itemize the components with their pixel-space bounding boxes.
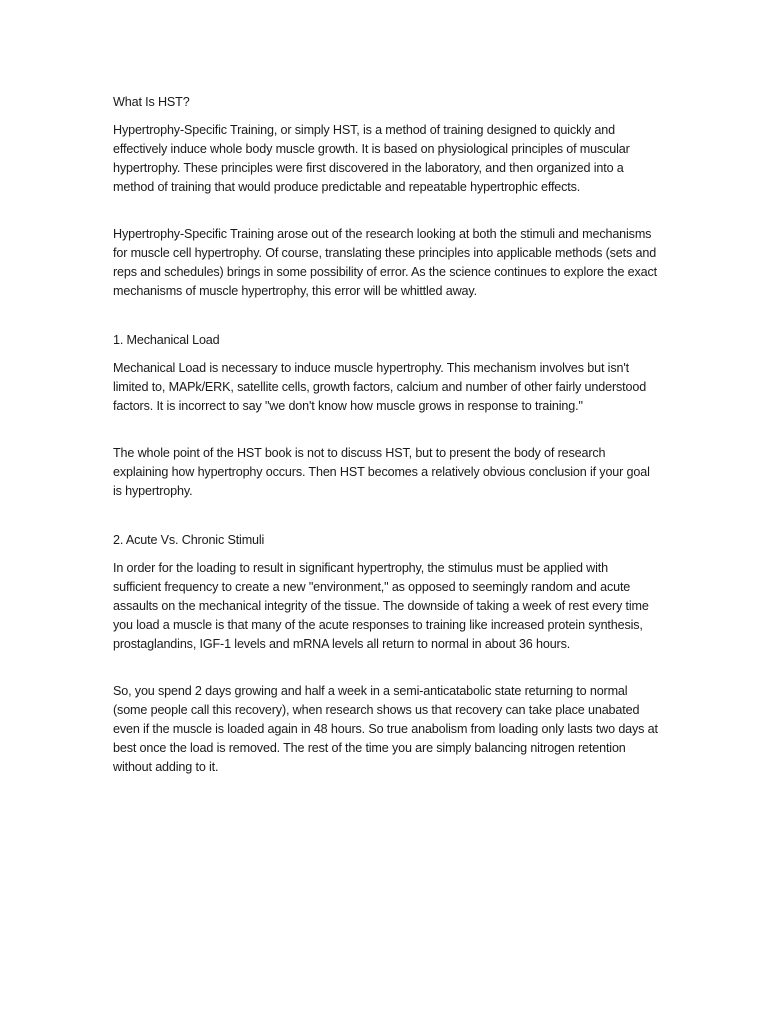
- section-2-paragraph-2: So, you spend 2 days growing and half a week in a semi-anticatabolic state returning to normal (some people call this recovery), when research shows us that recovery can take place unabated even if the muscle is loaded again in 48 hours. So true anabolism from loading only lasts two days at best once the load is removed. The rest of the time you are simply balancing nitrogen retention without adding to it.: [113, 684, 658, 774]
- intro-paragraph-1: Hypertrophy-Specific Training, or simply HST, is a method of training designed to quickly and effectively induce whole body muscle growth. It is based on physiological principles of muscular hypertrophy. These principles were first discovered in the laboratory, and then organized into a method of training that would produce predictable and repeatable hypertrophic effects.: [113, 123, 630, 194]
- intro-paragraph-2: Hypertrophy-Specific Training arose out of the research looking at both the stimuli and mechanisms for muscle cell hypertrophy. Of course, translating these principles into applicable methods (sets and reps and schedules) brings in some possibility of error. As the science continues to explore the exact mechanisms of muscle hypertrophy, this error will be whittled away.: [113, 227, 658, 298]
- document-title: What Is HST?: [113, 95, 190, 109]
- section-heading-mechanical-load: 1. Mechanical Load: [113, 333, 220, 347]
- section-2-paragraph-1: In order for the loading to result in significant hypertrophy, the stimulus must be applied with sufficient frequency to create a new "environment," as opposed to seemingly random and acute assaults on the mechanical integrity of the tissue. The downside of taking a week of rest every time you load a muscle is that many of the acute responses to training like increased protein synthesis, prostaglandins, IGF-1 levels and mRNA levels all return to normal in about 36 hours.: [113, 561, 649, 651]
- section-heading-acute-vs-chronic: 2. Acute Vs. Chronic Stimuli: [113, 533, 265, 547]
- section-1-paragraph-1: Mechanical Load is necessary to induce muscle hypertrophy. This mechanism involves but isn't limited to, MAPk/ERK, satellite cells, growth factors, calcium and number of other fairly understood factors. It is incorrect to say "we don't know how muscle grows in response to training.": [113, 361, 647, 413]
- document-body: [113, 93, 658, 786]
- section-1-paragraph-2: The whole point of the HST book is not to discuss HST, but to present the body of research explaining how hypertrophy occurs. Then HST becomes a relatively obvious conclusion if your goal is hypertrophy.: [113, 446, 650, 498]
